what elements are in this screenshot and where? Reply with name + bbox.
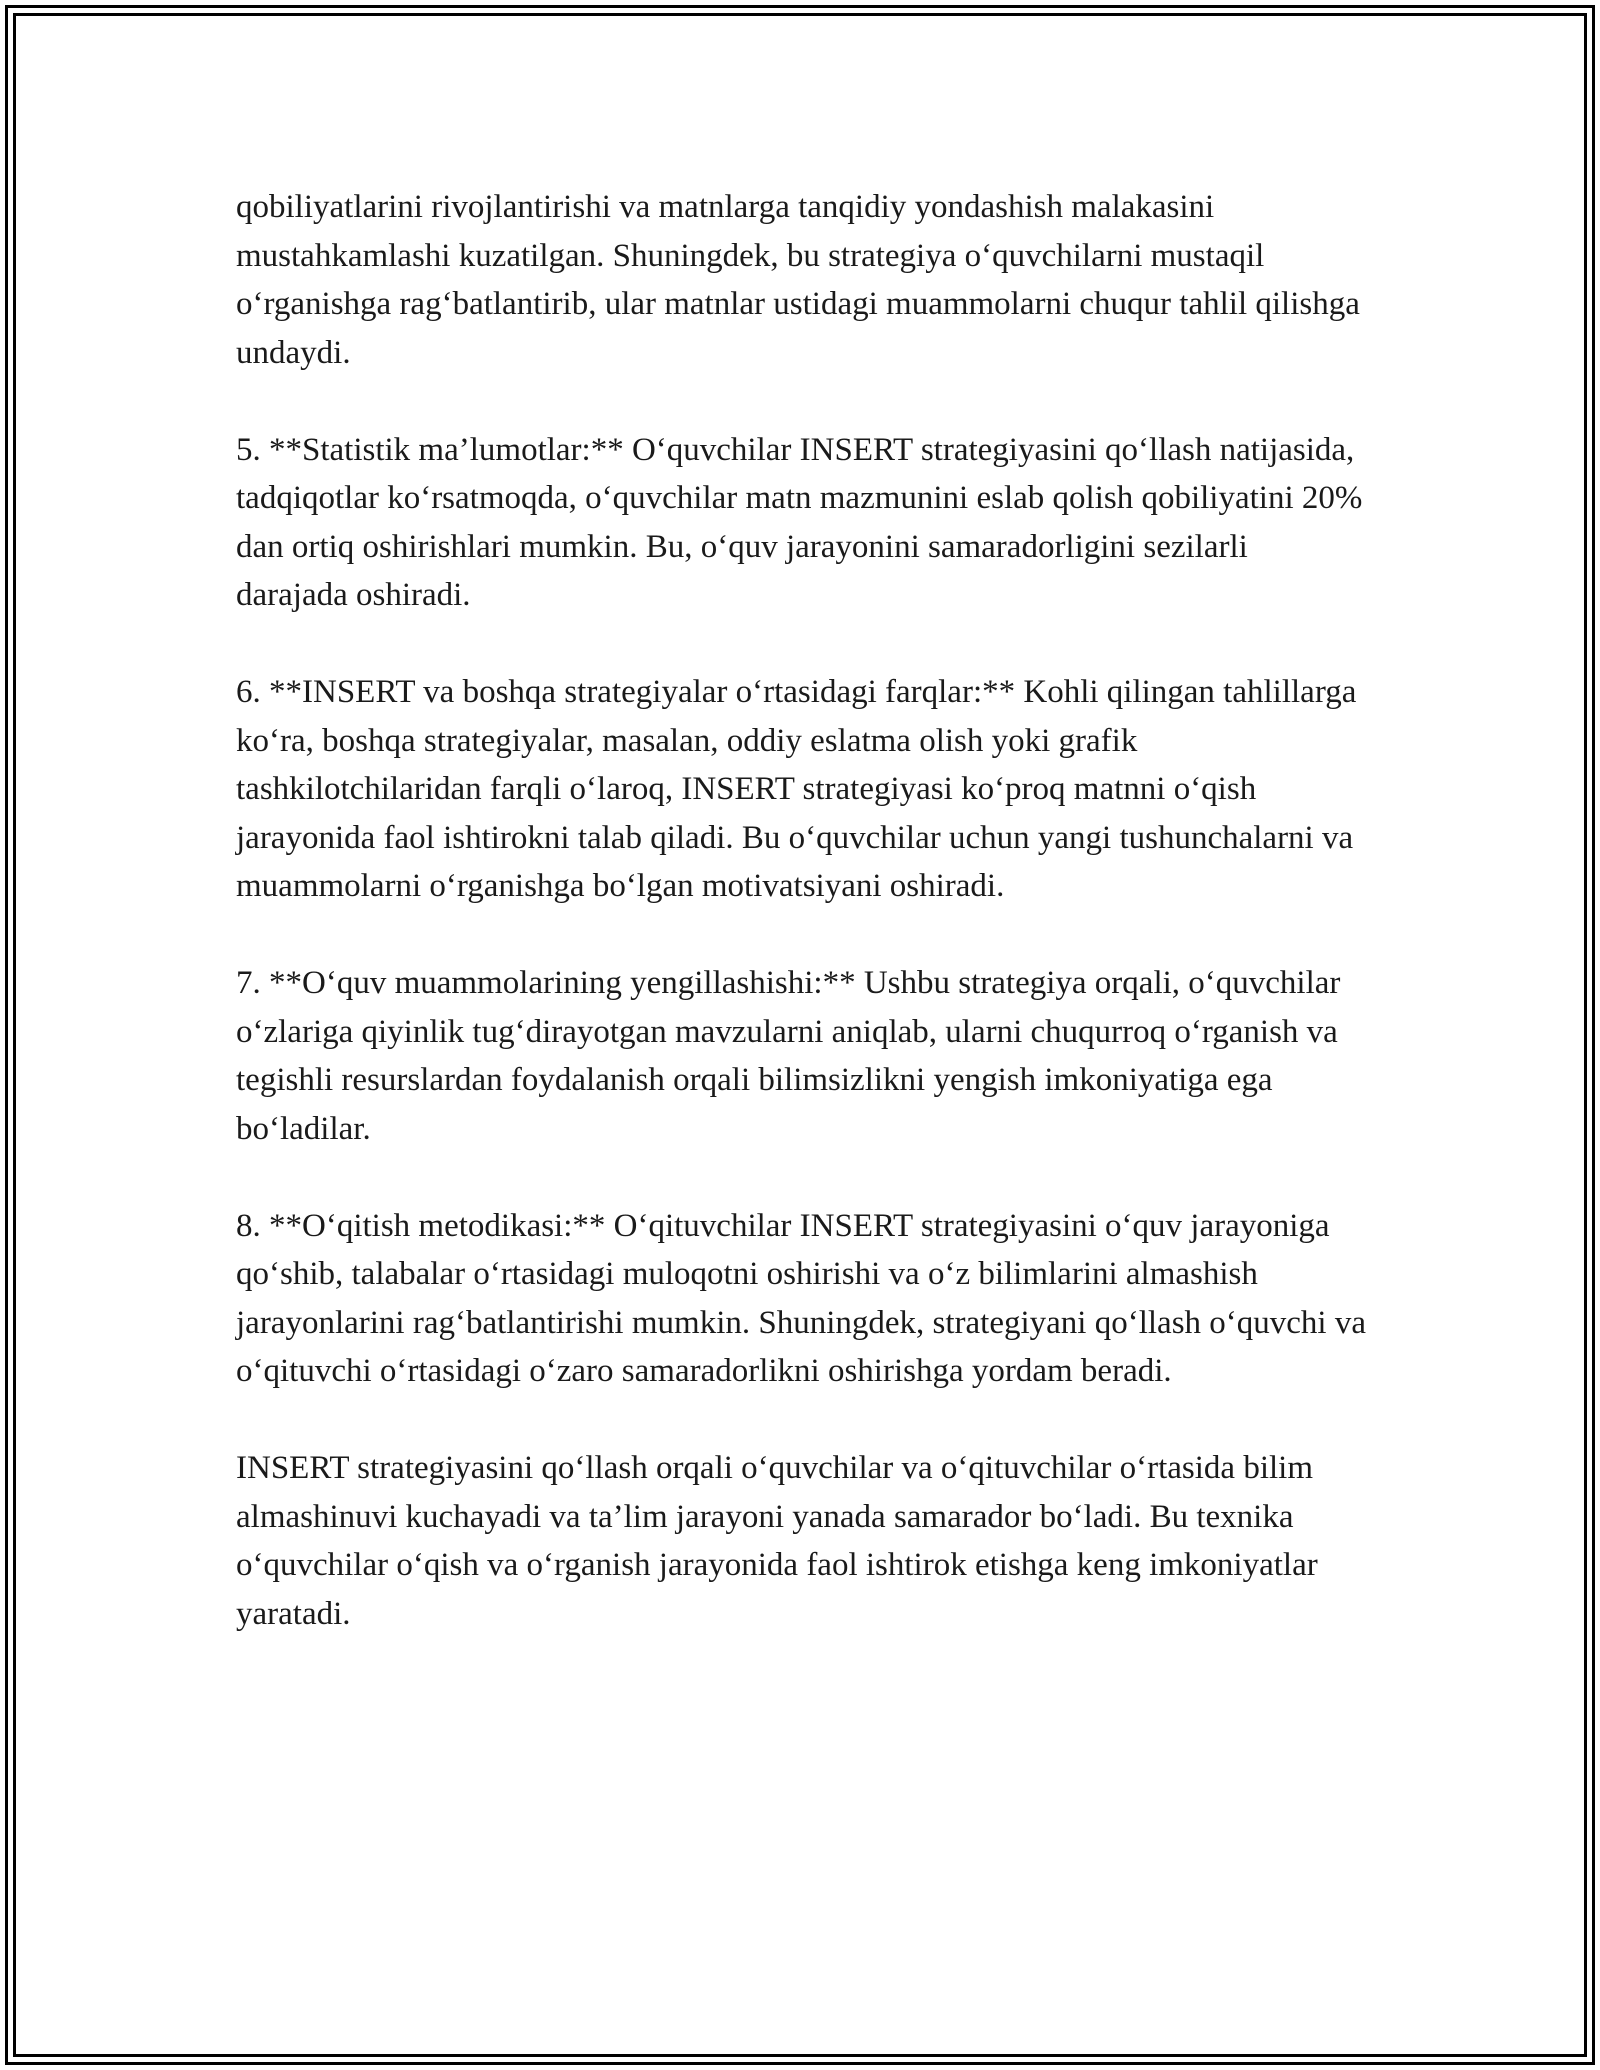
paragraph-conclusion: INSERT strategiyasini qo‘llash orqali o‘quvchilar va o‘qituvchilar o‘rtasida bilim almashinuvi kuchayadi va ta’lim jarayoni yanada samarador bo‘ladi. Bu texnika o‘quvchilar o‘qish va o‘rganish jarayonida faol ishtirok etishga keng imkoniyatlar yaratadi.: [236, 1450, 1318, 1632]
paragraph-item-7: 7. **O‘quv muammolarining yengillashishi:** Ushbu strategiya orqali, o‘quvchilar o‘zlariga qiyinlik tug‘dirayotgan mavzularni aniqlab, ularni chuqurroq o‘rganish va tegishli resurslardan foydalanish orqali bilimsizlikni yengish imkoniyatiga ega bo‘ladilar.: [236, 965, 1341, 1147]
paragraph-item-6: 6. **INSERT va boshqa strategiyalar o‘rtasidagi farqlar:** Kohli qilingan tahlillarga ko‘ra, boshqa strategiyalar, masalan, oddiy eslatma olish yoki grafik tashkilotchilaridan farqli o‘laroq, INSERT strategiyasi ko‘proq matnni o‘qish jarayonida faol ishtirokni talab qiladi. Bu o‘quvchilar uchun yangi tushunchalarni va muammolarni o‘rganishga bo‘lgan motivatsiyani oshiradi.: [236, 674, 1357, 904]
paragraph-item-8: 8. **O‘qitish metodikasi:** O‘qituvchilar INSERT strategiyasini o‘quv jarayoniga qo‘shib, talabalar o‘rtasidagi muloqotni oshirishi va o‘z bilimlarini almashish jarayonlarini rag‘batlantirishi mumkin. Shuningdek, strategiyani qo‘llash o‘quvchi va o‘qituvchi o‘rtasidagi o‘zaro samaradorlikni oshirishga yordam beradi.: [236, 1207, 1366, 1389]
paragraph-item-5: 5. **Statistik ma’lumotlar:** O‘quvchilar INSERT strategiyasini qo‘llash natijasida, tadqiqotlar ko‘rsatmoqda, o‘quvchilar matn mazmunini eslab qolish qobiliyatini 20% dan ortiq oshirishlari mumkin. Bu, o‘quv jarayonini samaradorligini sezilarli darajada oshiradi.: [236, 431, 1363, 613]
paragraph-continuation: qobiliyatlarini rivojlantirishi va matnlarga tanqidiy yondashish malakasini mustahkamlashi kuzatilgan. Shuningdek, bu strategiya o‘quvchilarni mustaqil o‘rganishga rag‘batlantirib, ular matnlar ustidagi muammolarni chuqur tahlil qilishga undaydi.: [236, 189, 1360, 371]
document-body: [236, 183, 1366, 1687]
